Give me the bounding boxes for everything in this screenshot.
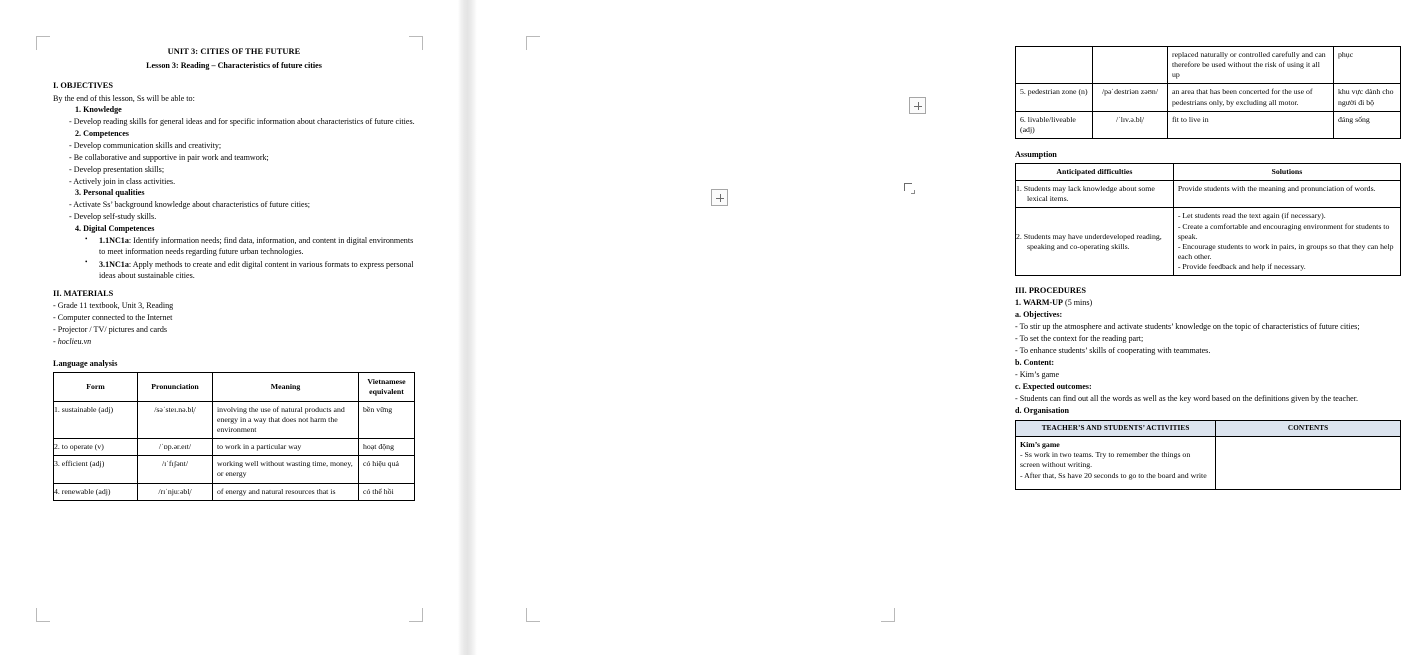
add-column-button[interactable] xyxy=(909,97,926,114)
materials-item: - Computer connected to the Internet xyxy=(53,313,173,323)
add-row-button[interactable] xyxy=(711,189,728,206)
page-gutter-shadow xyxy=(458,0,477,655)
col-header-contents: CONTENTS xyxy=(1216,420,1401,436)
cell-vietnamese: có thể hồi xyxy=(359,483,415,500)
table-header-row xyxy=(54,372,415,401)
objectives-label: a. Objectives: xyxy=(1015,310,1063,320)
table-row xyxy=(54,401,415,438)
cell-pronunciation xyxy=(1093,47,1168,84)
procedure-outcome-item: - Students can find out all the words as well as the key word based on the definitions given by the teacher. xyxy=(1015,394,1358,404)
table-row xyxy=(1016,208,1401,276)
col-header-form: Form xyxy=(54,372,138,401)
organisation-label: d. Organisation xyxy=(1015,406,1069,416)
col-header-teacher-students-activities: TEACHER’S AND STUDENTS’ ACTIVITIES xyxy=(1016,420,1216,436)
col-header-solutions: Solutions xyxy=(1173,164,1400,181)
table-header-row xyxy=(1016,420,1401,436)
cell-form: 2. to operate (v) xyxy=(54,439,138,456)
cell-meaning: replaced naturally or controlled carefully and can therefore be used without the risk of using it all up xyxy=(1168,47,1334,84)
cell-solution xyxy=(1173,208,1400,276)
materials-item: - Projector / TV/ pictures and cards xyxy=(53,325,168,335)
table-row xyxy=(54,483,415,500)
table-row xyxy=(1016,47,1401,84)
dc-text: : Apply methods to create and edit digital content in various formats to express personal ideas about sustainable cities. xyxy=(99,259,414,281)
procedure-objective-item: - To enhance students’ skills of cooperating with teammates. xyxy=(1015,346,1211,356)
page-left xyxy=(0,0,458,655)
dc-code: 3.1NC1a xyxy=(99,259,129,269)
cell-meaning: of energy and natural resources that is xyxy=(213,483,359,500)
dc-text: : Identify information needs; find data, information, and content in digital environments to meet information needs regarding future urban technologies. xyxy=(99,236,414,257)
objectives-heading: I. OBJECTIVES xyxy=(53,81,113,91)
cell-vietnamese: đáng sống xyxy=(1334,111,1401,138)
content-label: b. Content: xyxy=(1015,358,1055,368)
table-row xyxy=(1016,181,1401,208)
cell-vietnamese: bền vững xyxy=(359,401,415,438)
crop-mark-top-left xyxy=(36,36,50,50)
crop-mark-bottom-left xyxy=(526,608,540,622)
cell-pronunciation: /ɪˈfɪʃənt/ xyxy=(138,456,213,483)
cell-form: 3. efficient (adj) xyxy=(54,456,138,483)
materials-item-hoclieu: - hoclieu.vn xyxy=(53,337,92,347)
cell-form: 5. pedestrian zone (n) xyxy=(1016,84,1093,111)
expected-outcomes-label: c. Expected outcomes: xyxy=(1015,382,1092,392)
page-title: UNIT 3: CITIES OF THE FUTURE xyxy=(167,47,301,56)
cell-form: 6. livable/liveable (adj) xyxy=(1016,111,1093,138)
table-row xyxy=(54,439,415,456)
cell-solution xyxy=(1173,181,1400,208)
procedure-table xyxy=(1015,420,1401,490)
col-header-vietnamese-equivalent xyxy=(359,372,415,401)
activity-line: - Ss work in two teams. Try to remember the things on screen without writing. xyxy=(1020,450,1191,470)
assumption-table xyxy=(1015,163,1401,276)
competences-item: - Actively join in class activities. xyxy=(69,176,176,186)
competences-item: - Develop presentation skills; xyxy=(69,164,165,174)
cell-meaning: an area that has been concerted for the use of pedestrians only, by excluding all motor. xyxy=(1168,84,1334,111)
cell-vietnamese: hoạt động xyxy=(359,439,415,456)
cell-vietnamese: có hiệu quả xyxy=(359,456,415,483)
procedure-objective-item: - To stir up the atmosphere and activate students’ knowledge on the topic of characteristics of future cities; xyxy=(1015,322,1360,332)
cell-difficulty: 2. Students may have underdeveloped reading, speaking and co-operating skills. xyxy=(1016,208,1174,276)
cell-pronunciation: /rɪˈnjuːəbl̩/ xyxy=(138,483,213,500)
dc-code: 1.1NC1a xyxy=(99,236,129,245)
digital-competences-heading: 4. Digital Competences xyxy=(75,223,155,233)
vn-header-line1: Vietnamese xyxy=(367,376,406,386)
cell-vietnamese: phục xyxy=(1334,47,1401,84)
materials-heading: II. MATERIALS xyxy=(53,288,114,298)
cell-meaning: to work in a particular way xyxy=(213,439,359,456)
table-row xyxy=(1016,111,1401,138)
crop-mark-bottom-right xyxy=(409,608,423,622)
personal-qualities-heading: 3. Personal qualities xyxy=(75,188,145,198)
col-header-meaning: Meaning xyxy=(213,372,359,401)
table-row xyxy=(54,456,415,483)
language-analysis-continued-table xyxy=(1015,46,1401,139)
cell-pronunciation: /səˈsteɪ.nə.bl̩/ xyxy=(138,401,213,438)
procedure-content-item: - Kim’s game xyxy=(1015,370,1060,380)
col-header-anticipated-difficulties: Anticipated difficulties xyxy=(1016,164,1174,181)
warmup-heading: 1. WARM-UP xyxy=(1015,298,1063,308)
crop-mark-bottom-left xyxy=(36,608,50,622)
personal-qualities-item: - Activate Ss’ background knowledge about characteristics of future cities; xyxy=(69,200,311,210)
table-header-row xyxy=(1016,164,1401,181)
table-row xyxy=(1016,437,1401,490)
list-item xyxy=(83,235,415,258)
cell-difficulty: 1. Students may lack knowledge about some lexical items. xyxy=(1016,181,1174,208)
page-subtitle: Lesson 3: Reading – Characteristics of future cities xyxy=(146,60,322,70)
cell-form xyxy=(1016,47,1093,84)
cell-meaning: working well without wasting time, money, or energy xyxy=(213,456,359,483)
table-row xyxy=(1016,84,1401,111)
page-right-body xyxy=(1015,46,1401,490)
cell-pronunciation: /ˈɒp.ər.eɪt/ xyxy=(138,439,213,456)
cell-activities xyxy=(1016,437,1216,490)
cell-meaning: fit to live in xyxy=(1168,111,1334,138)
activity-title: Kim’s game xyxy=(1020,440,1060,450)
procedure-objective-item: - To set the context for the reading part; xyxy=(1015,334,1144,344)
cell-form: 1. sustainable (adj) xyxy=(54,401,138,438)
solution-line: - Let students read the text again (if necessary). xyxy=(1177,211,1326,221)
assumption-caption: Assumption xyxy=(1015,149,1057,159)
cell-meaning: involving the use of natural products and energy in a way that does not harm the environment xyxy=(213,401,359,438)
materials-item: - Grade 11 textbook, Unit 3, Reading xyxy=(53,301,174,311)
digital-competences-list xyxy=(53,235,415,282)
cell-pronunciation: /pəˈdestriən zəʊn/ xyxy=(1093,84,1168,111)
competences-item: - Develop communication skills and creativity; xyxy=(69,140,222,150)
crop-mark-bottom-right xyxy=(881,608,895,622)
list-item xyxy=(83,259,415,282)
activity-line: - After that, Ss have 20 seconds to go to the board and write xyxy=(1020,470,1207,480)
competences-item: - Be collaborative and supportive in pair work and teamwork; xyxy=(69,152,269,162)
solution-line: - Encourage students to work in pairs, in groups so that they can help each other. xyxy=(1177,241,1394,261)
competences-heading: 2. Competences xyxy=(75,128,129,138)
knowledge-heading: 1. Knowledge xyxy=(75,105,122,115)
objectives-intro: By the end of this lesson, Ss will be able to: xyxy=(53,93,195,103)
cell-form: 4. renewable (adj) xyxy=(54,483,138,500)
procedures-heading: III. PROCEDURES xyxy=(1015,286,1086,296)
page-right xyxy=(477,0,1394,655)
language-analysis-table xyxy=(53,372,415,501)
page-left-body xyxy=(53,46,415,501)
table-resize-handle[interactable] xyxy=(904,183,915,194)
knowledge-item: - Develop reading skills for general ideas and for specific information about characteristics of future cities. xyxy=(69,117,415,127)
language-analysis-caption: Language analysis xyxy=(53,358,118,368)
solution-line: - Create a comfortable and encouraging environment for students to speak. xyxy=(1177,221,1390,241)
crop-mark-top-left xyxy=(526,36,540,50)
solution-line: - Provide feedback and help if necessary. xyxy=(1177,262,1306,272)
cell-vietnamese: khu vực dành cho người đi bộ xyxy=(1334,84,1401,111)
cell-contents xyxy=(1216,437,1401,490)
warmup-duration: (5 mins) xyxy=(1065,298,1093,308)
cell-pronunciation: /ˈlɪv.ə.bl̩/ xyxy=(1093,111,1168,138)
solution-line: Provide students with the meaning and pronunciation of words. xyxy=(1177,184,1376,194)
col-header-pronunciation: Pronunciation xyxy=(138,372,213,401)
vn-header-line2: equivalent xyxy=(369,386,404,396)
warmup-heading-row xyxy=(1015,297,1401,308)
personal-qualities-item: - Develop self-study skills. xyxy=(69,212,157,222)
